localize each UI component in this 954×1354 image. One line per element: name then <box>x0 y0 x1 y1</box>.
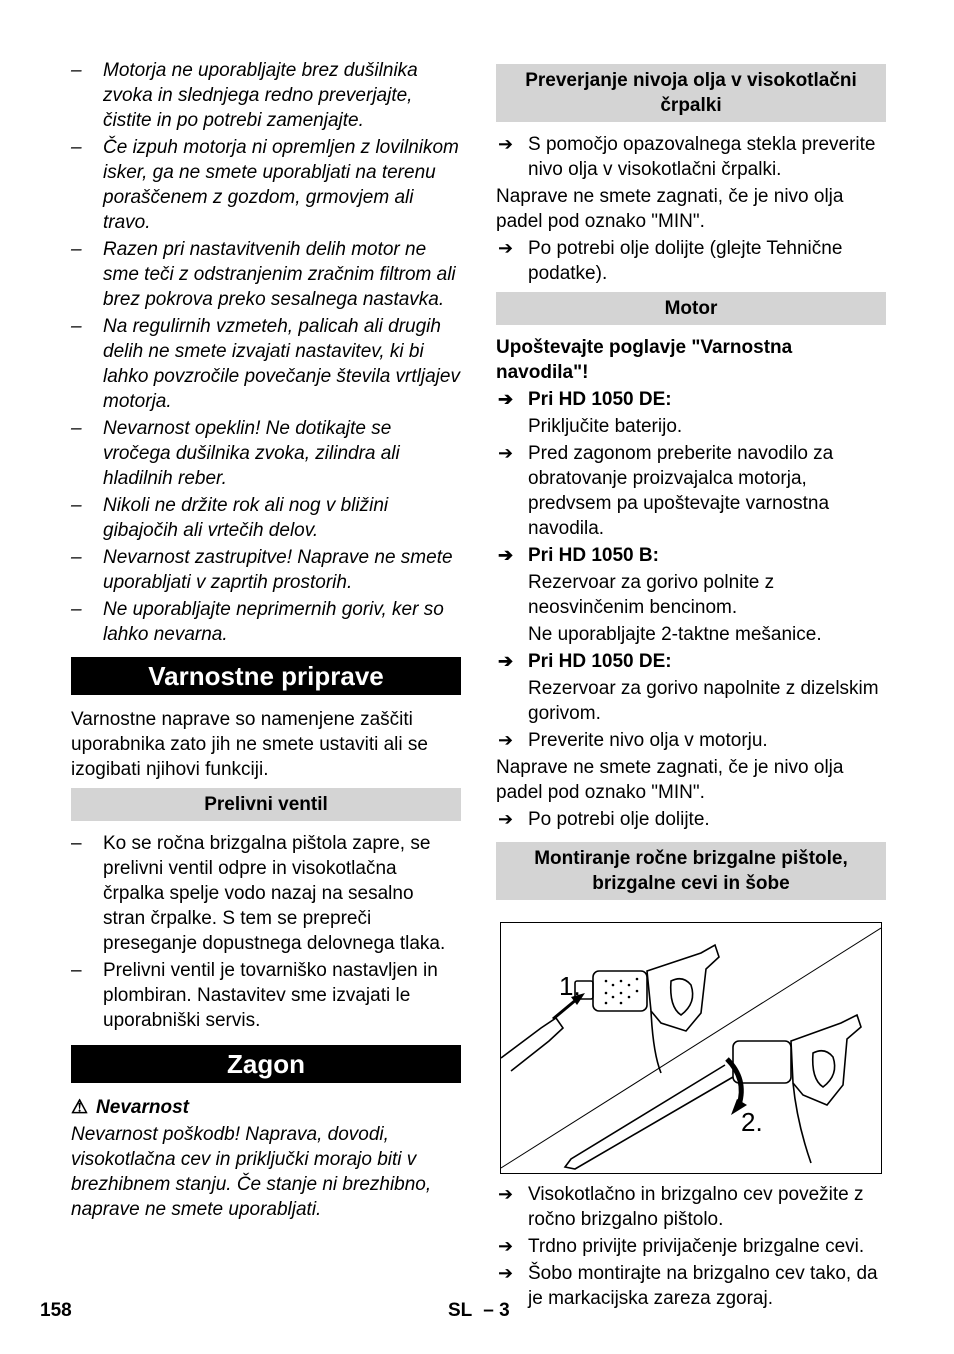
model-label: Pri HD 1050 DE: <box>528 651 672 672</box>
footer-language <box>448 1298 510 1323</box>
step-text: Šobo montirajte na brizgalno cev tako, da je markacijska zareza zgoraj. <box>528 1263 878 1309</box>
step-text: Trdno privijte privijačenje brizgalne cevi. <box>528 1236 865 1257</box>
list-item: – Prelivni ventil je tovarniško nastavljen in plombiran. Nastavitev sme izvajati le uporabniški servis. <box>71 958 461 1033</box>
oil-note: Naprave ne smete zagnati, če je nivo olja padel pod oznako "MIN". <box>496 186 844 232</box>
arrow-right-icon: ➔ <box>498 1263 514 1283</box>
step-item <box>496 1261 886 1311</box>
step-detail: Priključite baterijo. <box>528 416 683 437</box>
step-detail: Rezervoar za gorivo polnite z neosvinčenim bencinom. <box>528 572 775 618</box>
section-heading-start: Zagon <box>71 1045 461 1083</box>
list-item: – Na regulirnih vzmeteh, palicah ali drugih delih ne smete izvajati nastavitev, ki bi lahko povzročile povečanje števila vrtljajev motorja. <box>71 314 461 414</box>
motor-notice: Upoštevajte poglavje "Varnostna navodila"! <box>496 337 793 383</box>
list-item: – Ko se ročna brizgalna pištola zapre, se prelivni ventil odpre in visokotlačna črpalka spelje vodo nazaj na sesalno stran črpalke. S tem se prepreči preseganje dopustnega delovnega tlaka. <box>71 831 461 956</box>
left-column <box>71 58 461 1222</box>
subheading-overflow-valve: Prelivni ventil <box>71 788 461 821</box>
step-label-1: 1. <box>559 971 581 1001</box>
model-label: Pri HD 1050 DE: <box>528 389 672 410</box>
arrow-right-icon: ➔ <box>498 443 514 463</box>
step-text: S pomočjo opazovalnega stekla preverite nivo olja v visokotlačni črpalki. <box>528 134 876 180</box>
arrow-right-icon: ➔ <box>498 238 514 258</box>
list-item: – Če izpuh motorja ni opremljen z lovilnikom isker, ga ne smete uporabljati na terenu poraščenem z gozdom, grmovjem ali travo. <box>71 135 461 235</box>
step-text: Visokotlačno in brizgalno cev povežite z ročno brizgalno pištolo. <box>528 1184 864 1230</box>
arrow-right-icon: ➔ <box>498 809 514 829</box>
step-item <box>496 728 886 753</box>
page-number: 158 <box>40 1300 72 1321</box>
step-detail: Rezervoar za gorivo napolnite z dizelskim gorivom. <box>528 678 879 724</box>
arrow-right-icon: ➔ <box>498 134 514 154</box>
step-item <box>496 1234 886 1259</box>
subheading-oil-check: Preverjanje nivoja olja v visokotlačni črpalki <box>496 64 886 122</box>
model-label: Pri HD 1050 B: <box>528 545 659 566</box>
list-item: – Razen pri nastavitvenih delih motor ne sme teči z odstranjenim zračnim filtrom ali brez pokrova preko sesalnega nastavka. <box>71 237 461 312</box>
section-heading-safety: Varnostne priprave <box>71 657 461 695</box>
safety-paragraph: Varnostne naprave so namenjene zaščiti uporabnika zato jih ne smete ustaviti ali se izogibati njihovi funkciji. <box>71 709 428 780</box>
arrow-right-icon: ➔ <box>498 545 514 565</box>
step-detail: Ne uporabljajte 2-taktne mešanice. <box>528 624 822 645</box>
step-item <box>496 441 886 541</box>
step-item <box>496 236 886 286</box>
step-text: Preverite nivo olja v motorju. <box>528 730 768 751</box>
step-item <box>496 1182 886 1232</box>
list-item: – Ne uporabljajte neprimernih goriv, ker so lahko nevarna. <box>71 597 461 647</box>
step-item <box>496 649 886 674</box>
mounting-figure <box>500 922 882 1174</box>
step-item <box>496 387 886 412</box>
subheading-motor: Motor <box>496 292 886 325</box>
step-item <box>496 543 886 568</box>
arrow-right-icon: ➔ <box>498 389 514 409</box>
list-item: – Nevarnost opeklin! Ne dotikajte se vročega dušilnika zvoka, zilindra ali hladilnih reber. <box>71 416 461 491</box>
arrow-right-icon: ➔ <box>498 651 514 671</box>
danger-paragraph: Nevarnost poškodb! Naprava, dovodi, visokotlačna cev in priključki morajo biti v brezhibnem stanju. Če stanje ni brezhibno, naprave ne smete uporabljati. <box>71 1124 432 1220</box>
right-column <box>496 64 886 1313</box>
step-label-2: 2. <box>741 1107 763 1137</box>
list-item: – Nikoli ne držite rok ali nog v bližini gibajočih ali vrtečih delov. <box>71 493 461 543</box>
arrow-right-icon: ➔ <box>498 1184 514 1204</box>
danger-heading <box>71 1095 461 1120</box>
section-number: – 3 <box>483 1300 510 1321</box>
step-text: Pred zagonom preberite navodilo za obratovanje proizvajalca motorja, predvsem pa upoštevajte varnostna navodila. <box>528 443 834 539</box>
warning-triangle-icon: ⚠ <box>71 1097 89 1118</box>
danger-label: Nevarnost <box>96 1097 189 1118</box>
motor-oil-note: Naprave ne smete zagnati, če je nivo olja padel pod oznako "MIN". <box>496 757 844 803</box>
list-item: – Nevarnost zastrupitve! Naprave ne smete uporabljati v zaprtih prostorih. <box>71 545 461 595</box>
arrow-right-icon: ➔ <box>498 1236 514 1256</box>
step-item <box>496 807 886 832</box>
subheading-mounting: Montiranje ročne brizgalne pištole, brizgalne cevi in šobe <box>496 842 886 900</box>
language-code: SL <box>448 1300 472 1321</box>
step-text: Po potrebi olje dolijte. <box>528 809 710 830</box>
arrow-right-icon: ➔ <box>498 730 514 750</box>
spray-gun-illustration <box>501 923 881 1173</box>
warning-list <box>71 58 461 647</box>
spray-gun-bottom <box>565 1015 861 1169</box>
step-text: Po potrebi olje dolijte (glejte Tehnične podatke). <box>528 238 843 284</box>
spray-gun-top <box>501 945 719 1073</box>
step-item <box>496 132 886 182</box>
list-item: – Motorja ne uporabljajte brez dušilnika zvoka in slednjega redno preverjajte, čistite in po potrebi zamenjajte. <box>71 58 461 133</box>
